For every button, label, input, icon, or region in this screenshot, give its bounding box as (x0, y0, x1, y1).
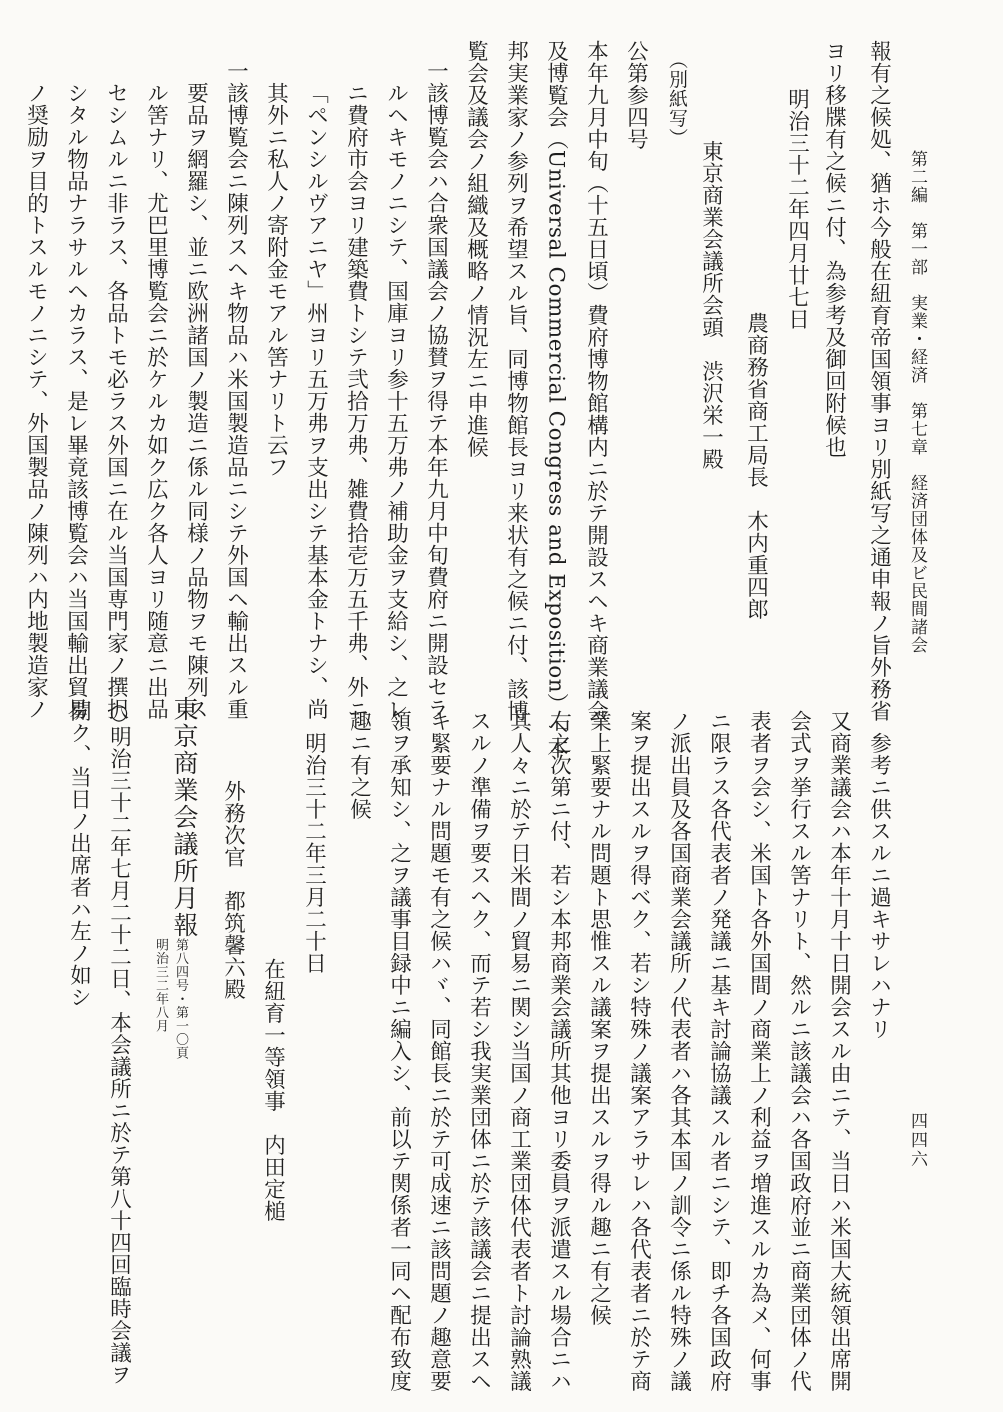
text-column: 一該博覧会ニ陳列スヘキ物品ハ米国製造品ニシテ外国ヘ輸出スル重 (223, 60, 249, 720)
text-column: 案ヲ提出スルヲ得ベク、若シ特殊ノ議案アラサレハ各代表者ニ於テ商 (626, 710, 652, 1392)
text-column: 覧会及議会ノ組織及概略ノ情況左ニ申進候 (463, 40, 489, 458)
source-date: 明治三二年八月 (152, 938, 168, 1033)
text-column: ヨリ移牒有之候ニ付、為参考及御回附候也 (821, 40, 847, 458)
signatory-line: 農商務省商工局長 木内重四郎 (743, 312, 769, 620)
running-head: 第二編 第一部 実業・経済 第七章 経済団体及ビ民間諸会 (907, 150, 927, 654)
text-column: ル筈ナリ、尤巴里博覧会ニ於ケルカ如ク広ク各人ヨリ随意ニ出品 (143, 82, 169, 720)
text-column: スルノ準備ヲ要スヘク、而テ若シ我実業団体ニ於テ該議会ニ提出スヘ (466, 710, 492, 1392)
text-column: 趣ニ有之候 (346, 710, 372, 820)
text-column: シタル物品ナラサルヘカラス、是レ畢竟該博覧会ハ当国輸出貿易 (63, 82, 89, 720)
text-column: セシムルニ非ラス、各品トモ必ラス外国ニ在ル当国専門家ノ撰択 (103, 82, 129, 720)
text-column: ニ費府市会ヨリ建築費トシテ弐拾万弗、雑費拾壱万五千弗、外ニ (343, 82, 369, 720)
text-column: 報有之候処、猶ホ今般在紐育帝国領事ヨリ別紙写之通申報ノ旨外務省 (866, 40, 892, 722)
text-column: 参考ニ供スルニ過キサレハナリ (866, 732, 892, 1040)
text-column: 会式ヲ挙行スル筈ナリト、然ルニ該議会ハ各国政府並ニ商業団体ノ代 (786, 710, 812, 1392)
page-number: 四四六 (907, 1112, 927, 1169)
text-column: 其人々ニ於テ日米間ノ貿易ニ関シ当国ノ商工業団体代表者ト討論熟議 (506, 710, 532, 1392)
text-column: 一該博覧会ハ合衆国議会ノ協賛ヲ得テ本年九月中旬費府ニ開設セラ (423, 60, 449, 720)
date-line: 明治三十二年四月廿七日 (784, 88, 810, 330)
text-column: 表者ヲ会シ、米国ト各外国間ノ商業上ノ利益ヲ増進スルカ為メ、何事 (746, 710, 772, 1392)
text-column: 明治三十二年三月二十日 (301, 732, 327, 974)
text-column: ○明治三十二年七月二十二日、本会議所ニ於テ第八十四回臨時会議ヲ (106, 700, 132, 1386)
source-citation: 第八四号・第一〇頁 (172, 938, 188, 1060)
text-column: 邦実業家ノ参列ヲ希望スル旨、同博物館長ヨリ来状有之候ニ付、該博 (503, 40, 529, 722)
addressee-line: 東京商業会議所会頭 渋沢栄一殿 (698, 140, 724, 470)
text-column: ノ奨励ヲ目的トスルモノニシテ、外国製品ノ陳列ハ内地製造家ノ (23, 82, 49, 720)
text-column: 又商業議会ハ本年十月十日開会スル由ニテ、当日ハ米国大統領出席開 (826, 710, 852, 1392)
bottom-section (0, 690, 1003, 1412)
text-column: 業上緊要ナル問題ト思惟スル議案ヲ提出スルヲ得ル趣ニ有之候 (586, 710, 612, 1326)
text-column: 右之次第ニ付、若シ本邦商業会議所其他ヨリ委員ヲ派遣スル場合ニハ (546, 710, 572, 1392)
source-title: 東京商業会議所月報 (170, 696, 199, 939)
recipient-line: 外務次官 都筑馨六殿 (220, 780, 246, 1000)
text-column: ノ派出員及各国商業会議所ノ代表者ハ各其本国ノ訓令ニ係ル特殊ノ議 (666, 710, 692, 1392)
text-column: キ緊要ナル問題モ有之候ハヾ、同館長ニ於テ可成速ニ該問題ノ趣意要 (426, 710, 452, 1392)
text-column: 其外ニ私人ノ寄附金モアル筈ナリト云フ (263, 82, 289, 478)
attachment-label: （別紙写） (666, 50, 688, 148)
text-column: 領ヲ承知シ、之ヲ議事目録中ニ編入シ、前以テ関係者一同ヘ配布致度 (386, 710, 412, 1392)
text-column: ニ限ラス各代表者ノ発議ニ基キ討論協議スル者ニシテ、即チ各国政府 (706, 710, 732, 1392)
document-number: 公第参四号 (623, 40, 649, 150)
text-column: 開ク、当日ノ出席者ハ左ノ如シ (66, 700, 92, 1008)
text-column: 本年九月中旬（十五日頃）費府博物館構内ニ於テ開設スヘキ商業議会 (583, 40, 609, 722)
text-column: ルヘキモノニシテ、国庫ヨリ参十五万弗ノ補助金ヲ支給シ、之レ (383, 82, 409, 720)
text-column: 要品ヲ網羅シ、並ニ欧洲諸国ノ製造ニ係ル同様ノ品物ヲモ陳列ス (183, 82, 209, 720)
sender-line: 在紐育一等領事 内田定槌 (260, 958, 286, 1222)
text-column: 及博覧会（Universal Commercial Congress and Exposition）ヘ本 (543, 40, 569, 760)
text-column: 「ペンシルヴアニヤ」州ヨリ五万弗ヲ支出シテ基本金トナシ、尚 (303, 82, 329, 720)
